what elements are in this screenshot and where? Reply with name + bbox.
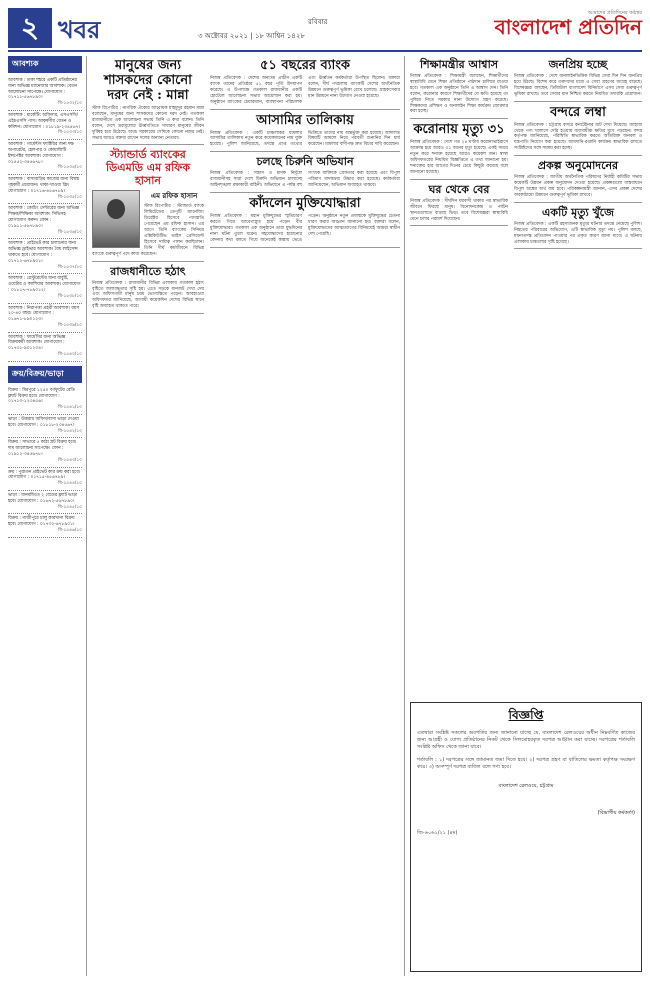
article-headline: জনপ্রিয় হচ্ছে xyxy=(548,58,608,71)
date-label: ৩ অক্টোবর ২০২১ | ১৮ আশ্বিন ১৪২৮ xyxy=(198,32,305,40)
article-headline: শিক্ষামন্ত্রীর আশ্বাস xyxy=(419,58,499,71)
article-headline: ৫১ বছরের ব্যাংক xyxy=(259,58,351,73)
article xyxy=(210,58,400,110)
classified-ad xyxy=(8,438,82,467)
notice-title: বিজ্ঞপ্তি xyxy=(508,708,544,722)
classified-ref: বি-১৫৪০/১০ xyxy=(58,352,82,358)
article xyxy=(210,113,400,153)
article-headline: ঘর থেকে বের xyxy=(428,182,490,196)
logo-text: বাংলাদেশ প্রতিদিন xyxy=(494,15,642,39)
article-body: নিজস্ব প্রতিবেদক : একটি রহস্যজনক মৃত্যুর ঘটনার তদন্তে নেমেছে পুলিশ। নিহতের পরিবারের অভিযোগ, এটি স্বাভাবিক মৃত্যু নয়। পুলিশ বলছে, ময়নাতদন্ত প্রতিবেদন পাওয়ার পর প্রকৃত কারণ জানা যাবে। এ ঘটনায় এলাকায় চাঞ্চল্যের সৃষ্টি হয়েছে। xyxy=(514,221,642,245)
article-body: নিজস্ব প্রতিবেদক : একটি চাঞ্চল্যকর মামলার আসামির তালিকায় নতুন করে কয়েকজনের নাম যুক্ত হয়েছে। পুলিশ জানিয়েছে, তদন্তে প্রাপ্ত তথ্যের ভিত্তিতে তাদের নাম অন্তর্ভুক্ত করা হয়েছে। আদালত বিষয়টি আমলে নিয়ে পরবর্তী শুনানির দিন ধার্য করেছেন। মামলার বাদীপক্ষ দ্রুত বিচার দাবি করেছেন। xyxy=(210,130,400,148)
article xyxy=(92,265,204,315)
article-headline: বন্দরে লম্বা xyxy=(550,104,606,120)
notice-signatory: (বিভাগীয় কর্মকর্তা) xyxy=(597,809,635,816)
classified-text: আবশ্যক : ফার্মেসির জন্য অভিজ্ঞ বিক্রয়কর্মী আবশ্যক। যোগাযোগ : ০১৭৩১-৯০১২৩৪। xyxy=(8,334,66,352)
tender-notice xyxy=(410,702,642,976)
article xyxy=(92,58,204,145)
classified-ref: বি-১৫৩৯/১০ xyxy=(58,322,82,328)
article xyxy=(514,159,642,203)
classified-ref: বি-১৫৩৩/১০ xyxy=(58,130,82,136)
article-headline: চলছে চিরুনি অভিযান xyxy=(256,155,354,169)
classified-text: আবশ্যক : মার্কেটিং অফিসার, এসএসসি/এইচএসসি পাস। আকর্ষণীয় বেতন ও কমিশন। যোগাযোগ : ০১৮১৯-২৩৪৫৬৭। xyxy=(8,112,80,130)
article-body: নিজস্ব প্রতিবেদক : দীর্ঘদিন ঘরবন্দী থাকার পর স্বাভাবিক জীবনে ফিরছে মানুষ। বিনোদনকেন্দ্র ও পর্যটন স্থানগুলোতে বাড়ছে ভিড়। তবে বিশেষজ্ঞরা স্বাস্থ্যবিধি মেনে চলার পরামর্শ দিয়েছেন। xyxy=(410,198,508,222)
notice-box xyxy=(410,702,642,972)
article-body: নিজস্ব প্রতিবেদক : চট্টগ্রাম বন্দরে কনটেইনার জট দেখা দিয়েছে। জাহাজ থেকে পণ্য খালাসে দেরি হওয়ায় ব্যবসায়ীরা ক্ষতির মুখে পড়ছেন। বন্দর কর্তৃপক্ষ জানিয়েছে, পরিস্থিতি স্বাভাবিক করতে অতিরিক্ত জনবল ও যন্ত্রপাতি নিয়োগ করা হয়েছে। আমদানি-রপ্তানি কার্যক্রম স্বাভাবিক রাখতে সংশ্লিষ্টদের সঙ্গে সমন্বয় করা হচ্ছে। xyxy=(514,122,642,152)
news-column-5 xyxy=(514,56,642,696)
classified-ref: বি-১৫৪১/১০ xyxy=(58,405,82,411)
photo-caption: এম রফিক হাসান xyxy=(150,192,198,201)
classified-ad xyxy=(8,304,82,333)
classified-text: আবশ্যক : রেস্টুরেন্টের জন্য বাবুর্চি, ওয়েটার ও ক্যাশিয়ার আবশ্যক। যোগাযোগ : ০১৮১৭-৭৮৯০১২। xyxy=(8,276,81,293)
classified-text: আবশ্যক : প্রাইভেট কার চালানোর জন্য অভিজ্ঞ ড্রাইভার আবশ্যক। বৈধ লাইসেন্স থাকতে হবে। যোগাযোগ : ০১৭১২-৬৭৮৯০১। xyxy=(8,241,78,264)
classified-text: ক্রয় : পুরাতন প্রাইভেট কার ক্রয় করা হবে। যোগাযোগ : ০১৭১৫-৪৫৬৭৮৯। xyxy=(8,469,81,481)
classified-text: আবশ্যক : ঢাকা শহরে একটি প্রতিষ্ঠানের জন্য অভিজ্ঞ ম্যানেজার আবশ্যক। বেতন আলোচনা সাপেক্ষে। যোগাযোগ : ০১৭১১-৫৬৭৮৯০। xyxy=(8,78,78,101)
classified-ad xyxy=(8,76,82,111)
section-header-sale: ক্রয়/বিক্রয়/ভাড়া xyxy=(8,366,82,383)
article-headline: মানুষের জন্য শাসকদের কোনো দরদ নেই : মান্না xyxy=(104,58,192,103)
notice-ref: জি-৬০৬১/২১ (৪ম) xyxy=(417,830,458,836)
article-body: স্টাফ রিপোর্টার : নাগরিক ঐক্যের আহ্বায়ক মাহমুদুর রহমান মান্না বলেছেন, মানুষের জন্য শাসকদের কোনো দরদ নেই। গতকাল রাজধানীতে এক আলোচনা সভায় তিনি এ কথা বলেন। তিনি বলেন, দেশে দ্রব্যমূল্যের ঊর্ধ্বগতিতে সাধারণ মানুষের জীবন দুর্বিষহ হয়ে উঠেছে। অথচ সরকারের সেদিকে কোনো নজর নেই। সভায় আরও বক্তব্য রাখেন দলের অন্যান্য নেতারা। xyxy=(92,106,204,141)
article-body: নিজস্ব প্রতিবেদক : সন্ত্রাস ও মাদক নির্মূলে রাজধানীসহ সারা দেশে চিরুনি অভিযান চালাচ্ছে আইনশৃঙ্খলা রক্ষাকারী বাহিনী। অভিযানে এ পর্যন্ত বহু সংখ্যক ব্যক্তিকে গ্রেফতার করা হয়েছে এবং বিপুল পরিমাণ মাদকদ্রব্য উদ্ধার করা হয়েছে। কর্মকর্তারা জানিয়েছেন, অভিযান অব্যাহত থাকবে। xyxy=(210,171,400,189)
classified-ad xyxy=(8,274,82,303)
logo-tagline: আমাদের প্রতিদিনের কণ্ঠস্বর xyxy=(587,10,642,16)
classified-text: বিক্রয় : মিরপুরে ১২৫০ বর্গফুটের রেডি ফ্ল্যাট বিক্রয় হবে। যোগাযোগ : ০১৭১৩-১২৩৪৫৬। xyxy=(8,387,75,405)
article-body: নিজস্ব প্রতিবেদক : জাতীয় অর্থনৈতিক পরিষদের নির্বাহী কমিটির সভায় কয়েকটি উন্নয়ন প্রকল্প অনুমোদন দেওয়া হয়েছে। প্রকল্পগুলো বাস্তবায়নে বিপুল অঙ্কের অর্থ ব্যয় হবে। পরিকল্পনামন্ত্রী জানান, এসব প্রকল্প দেশের অবকাঠামো উন্নয়নে গুরুত্বপূর্ণ ভূমিকা রাখবে। xyxy=(514,175,642,198)
classified-ad xyxy=(8,239,82,274)
portrait-photo xyxy=(92,190,140,248)
classified-ref: বি-১৫৩৮/১০ xyxy=(58,293,82,299)
article xyxy=(210,155,400,193)
classified-ad xyxy=(8,386,82,415)
article-body: নিজস্ব প্রতিবেদক : দেশে অনলাইনভিত্তিক বিভিন্ন সেবা দিন দিন জনপ্রিয় হয়ে উঠছে। বিশেষ করে তরুণদের মধ্যে এ সেবা গ্রহণের আগ্রহ বাড়ছে। বিশেষজ্ঞরা বলছেন, ডিজিটাল বাংলাদেশ বিনির্মাণে এসব সেবা গুরুত্বপূর্ণ ভূমিকা রাখছে। তবে সেবার মান নিশ্চিত করতে নিয়মিত তদারকি প্রয়োজন। xyxy=(514,74,642,97)
classified-ad xyxy=(8,204,82,239)
classified-ad xyxy=(8,491,82,514)
article-headline: আসামির তালিকায় xyxy=(256,112,354,128)
classified-ref: বি-১৫৪৩/১০ xyxy=(58,457,82,463)
article-body: নিজস্ব প্রতিবেদক : মহান মুক্তিযুদ্ধের স্মৃতিচারণ করতে গিয়ে আবেগাপ্লুত হয়ে পড়েন বীর মুক্তিযোদ্ধারা। গতকাল এক অনুষ্ঠানে তারা যুদ্ধদিনের নানা ঘটনা তুলে ধরেন। সহযোদ্ধাদের হারানোর বেদনার কথা বলতে গিয়ে অনেকেই কান্নায় ভেঙে পড়েন। অনুষ্ঠানে নতুন প্রজন্মকে মুক্তিযুদ্ধের চেতনা ধারণ করার আহ্বান জানানো হয়। বক্তারা বলেন, মুক্তিযোদ্ধাদের আত্মত্যাগের বিনিময়েই আমরা স্বাধীন দেশ পেয়েছি। xyxy=(210,213,400,243)
classified-ad xyxy=(8,468,82,491)
notice-office: বাংলাদেশ রেলওয়ে, চট্টগ্রাম xyxy=(498,783,554,789)
classified-list xyxy=(8,76,82,362)
classified-text: ভাড়া : উত্তরায় অফিস/বাসা ভাড়া দেওয়া হবে। যোগাযোগ : ০১৮১৮-২৩৪৫৬৭। xyxy=(8,417,79,428)
article xyxy=(410,183,508,227)
classified-ref: বি-১৫৪৫/১০ xyxy=(58,504,82,510)
classified-text: ভাড়া : ধানমন্ডিতে ২ বেডের ফ্ল্যাট ভাড়া হবে। যোগাযোগ : ০১৬৭২-৫৬৭৮৯০। xyxy=(8,493,78,504)
classified-text: আবশ্যক : বাসাবাড়ির কাজের জন্য বিশ্বস্ত গৃহকর্মী প্রয়োজন। থাকা-খাওয়া ফ্রি। যোগাযোগ : ০১৭১৬-৪৫৬৭৮৯। xyxy=(8,177,80,194)
article-body: নিজস্ব প্রতিবেদক : দেশের অন্যতম প্রাচীন একটি ব্যাংক তাদের প্রতিষ্ঠার ৫১ বছর পূর্তি উদযাপন করেছে। এ উপলক্ষে গতকাল রাজধানীর একটি হোটেলে আলোচনা সভার আয়োজন করা হয়। অনুষ্ঠানে ব্যাংকের চেয়ারম্যান, ব্যবস্থাপনা পরিচালক এবং ঊর্ধ্বতন কর্মকর্তারা উপস্থিত ছিলেন। বক্তারা বলেন, দীর্ঘ পথচলায় ব্যাংকটি দেশের অর্থনৈতিক উন্নয়নে গুরুত্বপূর্ণ ভূমিকা রেখে চলেছে। গ্রাহকসেবার মান উন্নয়নে নানা উদ্যোগ নেওয়া হয়েছে। xyxy=(210,76,400,105)
news-column-2 xyxy=(92,56,204,976)
article xyxy=(514,58,642,102)
classified-ad xyxy=(8,140,82,175)
day-label: রবিবার xyxy=(308,18,328,26)
classified-text: আবশ্যক : নিরাপত্তা প্রহরী আবশ্যক। বয়স ২০-৪০ বছর। যোগাযোগ : ০১৬৭১-৮৯০১২৩। xyxy=(8,305,80,323)
article-headline: প্রকল্প অনুমোদনের xyxy=(537,159,619,173)
masthead-rule xyxy=(8,50,642,52)
classified-list xyxy=(8,386,82,538)
article xyxy=(210,196,400,248)
article xyxy=(410,58,508,119)
classified-text: আবশ্যক : কোচিং সেন্টারের জন্য অভিজ্ঞ শিক্ষক/শিক্ষিকা আবশ্যক। সিভিসহ যোগাযোগ করুন। ফোন : ০১৯১১-৫৬৭৮৯০। xyxy=(8,206,79,229)
article-headline: স্ট্যান্ডার্ড ব্যাংকের ডিএমডি এম রফিক হাসান xyxy=(105,148,191,188)
classified-ref: বি-১৫৩২/১০ xyxy=(58,101,82,107)
classified-text: আবশ্যক : গার্মেন্টস ফ্যাক্টরির জন্য দক্ষ অপারেটর, হেলপার ও কোয়ালিটি ইন্সপেক্টর আবশ্যক। যোগাযোগ : ০১৫৫২-৩৪৫৬৭৮। xyxy=(8,142,74,165)
classifieds-column xyxy=(8,56,82,976)
news-column-4 xyxy=(410,56,508,696)
classified-ad xyxy=(8,333,82,362)
article xyxy=(410,122,508,179)
newspaper-logo xyxy=(484,10,642,46)
article-body: নিজস্ব প্রতিবেদক : দেশে গত ২৪ ঘণ্টায় করোনাভাইরাসে আক্রান্ত হয়ে আরও ৩১ জনের মৃত্যু হয়েছে। একই সময়ে নতুন করে শনাক্ত হয়েছে আরও কয়েকশ জন। স্বাস্থ্য অধিদফতরের নিয়মিত বিজ্ঞপ্তিতে এ তথ্য জানানো হয়। শনাক্তের হার আগের দিনের চেয়ে কিছুটা কমেছে বলে জানানো হয়েছে। xyxy=(410,140,508,175)
classified-text: বিক্রয় : সাভারে ৫ কাঠা প্লট বিক্রয় হবে। দাম আলোচনা সাপেক্ষে। ফোন : ০১৯১২-৩৪৫৬৭৮। xyxy=(8,440,77,458)
article-headline: রাজধানীতে হঠাৎ xyxy=(110,264,186,278)
article-headline: করোনায় মৃত্যু ৩১ xyxy=(413,122,505,138)
column-divider xyxy=(86,56,87,976)
column-divider xyxy=(404,56,405,976)
classified-ref: বি-১৫৩৫/১০ xyxy=(58,194,82,200)
classified-ref: বি-১৫৪৬/১০ xyxy=(58,528,82,534)
classified-ref: বি-১৫৩৪/১০ xyxy=(58,165,82,171)
article xyxy=(92,148,204,261)
classified-ad xyxy=(8,415,82,438)
article-headline: একটি মৃত্যু খুঁজে xyxy=(542,205,614,219)
page-number: ২ xyxy=(8,8,52,48)
article xyxy=(514,206,642,250)
classified-ref: বি-১৫৩৬/১০ xyxy=(58,229,82,235)
notice-body: এতদ্বারা সংশ্লিষ্ট সকলের অবগতির জন্য জানানো যাচ্ছে যে, বাংলাদেশ রেলওয়ের অধীন নিম্নবর্ণিত কাজের জন্য আগ্রহী ও যোগ্য প্রতিষ্ঠানের নিকট থেকে সিলমোহরকৃত দরপত্র আহ্বান করা যাচ্ছে। দরপত্রের শর্তাবলি সংশ্লিষ্ট অফিস থেকে জানা যাবে। xyxy=(417,730,635,750)
classified-ad xyxy=(8,111,82,140)
article-body: নিজস্ব প্রতিবেদক : রাজধানীর বিভিন্ন এলাকায় গতকাল হঠাৎ বৃষ্টিতে জলাবদ্ধতার সৃষ্টি হয়। এতে সড়কে যানজট দেখা দেয় এবং অফিসগামী মানুষ চরম ভোগান্তিতে পড়েন। আবহাওয়া অধিদফতর জানিয়েছে, আগামী কয়েকদিন দেশের বিভিন্ন স্থানে বৃষ্টি অব্যাহত থাকতে পারে। xyxy=(92,280,204,310)
classified-text: বিক্রয় : গাজীপুরে চালু কারখানা বিক্রয় হবে। যোগাযোগ : ০১৭৩২-৬৭৮৯০১। xyxy=(8,516,75,528)
masthead xyxy=(8,8,642,48)
section-header-jobs: আবশ্যক xyxy=(8,56,82,73)
news-column-3 xyxy=(210,56,400,976)
article-body: নিজস্ব প্রতিবেদক : শিক্ষামন্ত্রী বলেছেন, শিক্ষার্থীদের স্বাস্থ্যবিধি মেনে শিক্ষা প্রতিষ্ঠানে পাঠদান চালিয়ে যাওয়া হবে। গতকাল এক অনুষ্ঠানে তিনি এ আশ্বাস দেন। তিনি বলেন, করোনার কারণে শিক্ষার্থীদের যে ক্ষতি হয়েছে তা পুষিয়ে নিতে সরকার নানা উদ্যোগ গ্রহণ করেছে। শিক্ষকদের প্রশিক্ষণ ও অনলাইন শিক্ষা কার্যক্রম জোরদার করা হচ্ছে। xyxy=(410,74,508,115)
notice-conditions: শর্তাবলি : ১) দরপত্রের সঙ্গে জামানত জমা দিতে হবে। ২) দরপত্র গ্রহণ বা বাতিলের ক্ষমতা কর্তৃপক্ষ সংরক্ষণ করে। ৩) অসম্পূর্ণ দরপত্র বাতিল বলে গণ্য হবে। xyxy=(417,757,635,770)
section-name: খবর xyxy=(58,15,101,44)
article-body: স্টাফ রিপোর্টার : স্ট্যান্ডার্ড ব্যাংক লিমিটেডের ডেপুটি ম্যানেজিং ডিরেক্টর হিসেবে পদোন্নতি পেয়েছেন এম রফিক হাসান। এর আগে তিনি ব্যাংকের সিনিয়র এক্সিকিউটিভ ভাইস প্রেসিডেন্ট হিসেবে দায়িত্ব পালন করছিলেন। তিনি দীর্ঘ কর্মজীবনে বিভিন্ন ব্যাংকে গুরুত্বপূর্ণ পদে কাজ করেছেন। xyxy=(92,204,204,257)
article-headline: কাঁদলেন মুক্তিযোদ্ধারা xyxy=(249,195,361,211)
classified-ref: বি-১৫৪৪/১০ xyxy=(58,481,82,487)
classified-ad xyxy=(8,175,82,204)
classified-ref: বি-১৫৪২/১০ xyxy=(58,428,82,434)
classified-ad xyxy=(8,514,82,537)
article xyxy=(514,105,642,157)
classified-ref: বি-১৫৩৭/১০ xyxy=(58,264,82,270)
